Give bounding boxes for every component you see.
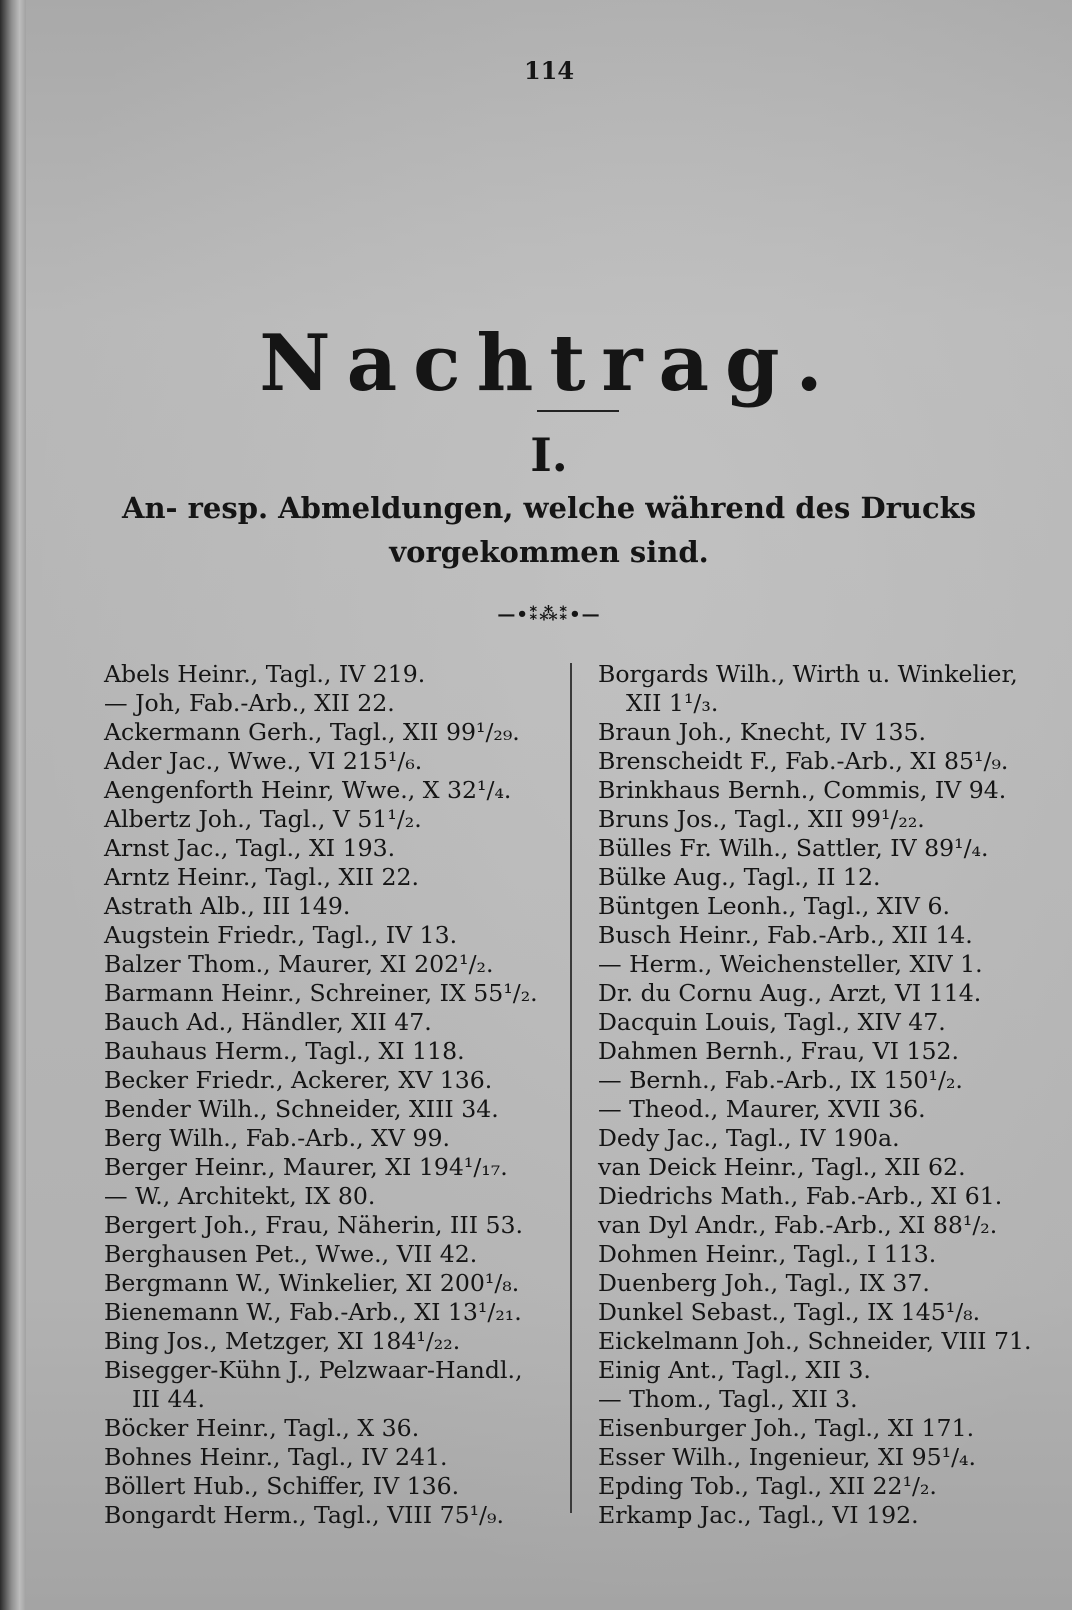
- directory-entry: van Deick Heinr., Tagl., XII 62.: [598, 1153, 966, 1181]
- directory-entry: Duenberg Joh., Tagl., IX 37.: [598, 1269, 930, 1297]
- directory-entry: Erkamp Jac., Tagl., VI 192.: [598, 1501, 919, 1529]
- directory-entry: — Bernh., Fab.-Arb., IX 150¹/₂.: [598, 1066, 963, 1094]
- directory-entry: Bauhaus Herm., Tagl., XI 118.: [104, 1037, 465, 1065]
- directory-entry: Albertz Joh., Tagl., V 51¹/₂.: [104, 805, 422, 833]
- directory-entry: Bienemann W., Fab.-Arb., XI 13¹/₂₁.: [104, 1298, 522, 1326]
- directory-entry: Böllert Hub., Schiffer, IV 136.: [104, 1472, 460, 1500]
- page-title: Nachtrag.: [259, 318, 839, 409]
- directory-entry: Bruns Jos., Tagl., XII 99¹/₂₂.: [598, 805, 925, 833]
- directory-entry: Berg Wilh., Fab.-Arb., XV 99.: [104, 1124, 450, 1152]
- directory-entry: Diedrichs Math., Fab.-Arb., XI 61.: [598, 1182, 1003, 1210]
- directory-entry: Brinkhaus Bernh., Commis, IV 94.: [598, 776, 1007, 804]
- directory-entry: Barmann Heinr., Schreiner, IX 55¹/₂.: [104, 979, 538, 1007]
- directory-entry: Brenscheidt F., Fab.-Arb., XI 85¹/₉.: [598, 747, 1009, 775]
- right-column: [572, 660, 1052, 1530]
- directory-entry: Büntgen Leonh., Tagl., XIV 6.: [598, 892, 950, 920]
- directory-entry: Esser Wilh., Ingenieur, XI 95¹/₄.: [598, 1443, 976, 1471]
- directory-entry: Ader Jac., Wwe., VI 215¹/₆.: [104, 747, 423, 775]
- directory-entry: Berghausen Pet., Wwe., VII 42.: [104, 1240, 478, 1268]
- directory-entry: Balzer Thom., Maurer, XI 202¹/₂.: [104, 950, 494, 978]
- directory-entry: Bergmann W., Winkelier, XI 200¹/₈.: [104, 1269, 520, 1297]
- directory-entry: Bender Wilh., Schneider, XIII 34.: [104, 1095, 499, 1123]
- directory-entry: Becker Friedr., Ackerer, XV 136.: [104, 1066, 493, 1094]
- directory-entry: Bülles Fr. Wilh., Sattler, IV 89¹/₄.: [598, 834, 989, 862]
- title-divider: [537, 410, 619, 412]
- directory-entry: Bisegger-Kühn J., Pelzwaar-Handl.,: [104, 1356, 523, 1384]
- left-column: [104, 660, 576, 1530]
- directory-entry: Dr. du Cornu Aug., Arzt, VI 114.: [598, 979, 982, 1007]
- directory-entry: Braun Joh., Knecht, IV 135.: [598, 718, 926, 746]
- directory-entry: Eisenburger Joh., Tagl., XI 171.: [598, 1414, 975, 1442]
- directory-entry: — Joh, Fab.-Arb., XII 22.: [104, 689, 395, 717]
- directory-entry: Ackermann Gerh., Tagl., XII 99¹/₂₉.: [104, 718, 520, 746]
- section-numeral: I.: [530, 428, 568, 482]
- directory-entry: Dunkel Sebast., Tagl., IX 145¹/₈.: [598, 1298, 981, 1326]
- directory-entry: Berger Heinr., Maurer, XI 194¹/₁₇.: [104, 1153, 508, 1181]
- directory-entry: Einig Ant., Tagl., XII 3.: [598, 1356, 871, 1384]
- directory-entry: Borgards Wilh., Wirth u. Winkelier,: [598, 660, 1018, 688]
- directory-entry: Bauch Ad., Händler, XII 47.: [104, 1008, 432, 1036]
- directory-entry: Arnst Jac., Tagl., XI 193.: [104, 834, 396, 862]
- directory-entry: Epding Tob., Tagl., XII 22¹/₂.: [598, 1472, 937, 1500]
- directory-entry: Bülke Aug., Tagl., II 12.: [598, 863, 881, 891]
- directory-entry: Bing Jos., Metzger, XI 184¹/₂₂.: [104, 1327, 461, 1355]
- directory-entry: Dahmen Bernh., Frau, VI 152.: [598, 1037, 959, 1065]
- directory-entry: — Thom., Tagl., XII 3.: [598, 1385, 858, 1413]
- directory-entry: Arntz Heinr., Tagl., XII 22.: [104, 863, 419, 891]
- directory-entry: — W., Architekt, IX 80.: [104, 1182, 376, 1210]
- section-subtitle: An- resp. Abmeldungen, welche während des Drucks vorgekommen sind.: [121, 491, 977, 569]
- page-number: 114: [523, 56, 575, 85]
- directory-entry: — Theod., Maurer, XVII 36.: [598, 1095, 926, 1123]
- directory-entry: Astrath Alb., III 149.: [104, 892, 351, 920]
- directory-entry: III 44.: [132, 1385, 205, 1413]
- directory-entry: Bongardt Herm., Tagl., VIII 75¹/₉.: [104, 1501, 504, 1529]
- directory-entry: Bergert Joh., Frau, Näherin, III 53.: [104, 1211, 524, 1239]
- book-binding-edge: [0, 0, 28, 1610]
- ornament-divider: —•⁑⁂⁑•—: [497, 604, 601, 625]
- directory-entry: Böcker Heinr., Tagl., X 36.: [104, 1414, 420, 1442]
- directory-entry: XII 1¹/₃.: [626, 689, 719, 717]
- directory-entry: Eickelmann Joh., Schneider, VIII 71.: [598, 1327, 1032, 1355]
- directory-entry: Busch Heinr., Fab.-Arb., XII 14.: [598, 921, 973, 949]
- directory-entry: Aengenforth Heinr, Wwe., X 32¹/₄.: [104, 776, 512, 804]
- directory-entry: Abels Heinr., Tagl., IV 219.: [104, 660, 426, 688]
- book-page: [26, 0, 1072, 1610]
- directory-entry: Dedy Jac., Tagl., IV 190a.: [598, 1124, 900, 1152]
- directory-entry: Bohnes Heinr., Tagl., IV 241.: [104, 1443, 448, 1471]
- directory-entry: Dacquin Louis, Tagl., XIV 47.: [598, 1008, 946, 1036]
- directory-entry: Augstein Friedr., Tagl., IV 13.: [104, 921, 458, 949]
- directory-entry: — Herm., Weichensteller, XIV 1.: [598, 950, 983, 978]
- directory-entry: van Dyl Andr., Fab.-Arb., XI 88¹/₂.: [598, 1211, 998, 1239]
- directory-entry: Dohmen Heinr., Tagl., I 113.: [598, 1240, 937, 1268]
